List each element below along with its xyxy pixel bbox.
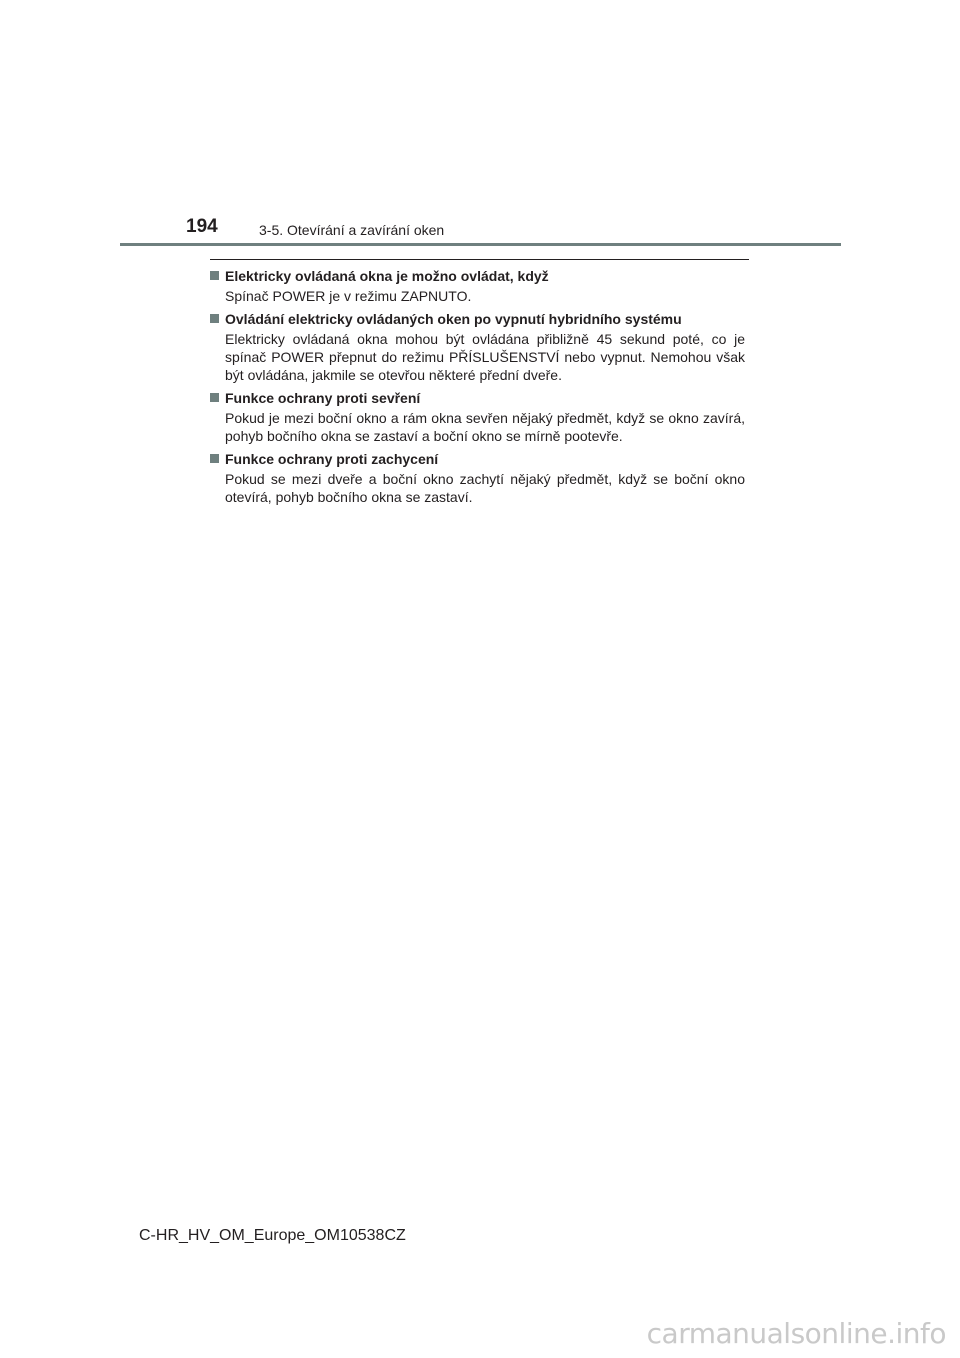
square-bullet-icon — [210, 454, 219, 463]
item-heading — [210, 388, 745, 408]
header-divider — [120, 243, 841, 246]
square-bullet-icon — [210, 393, 219, 402]
item-body: Spínač POWER je v režimu ZAPNUTO. — [225, 288, 472, 304]
info-item — [210, 266, 745, 305]
info-item — [210, 449, 745, 506]
item-heading-text: Funkce ochrany proti zachycení — [225, 451, 439, 467]
item-heading — [210, 449, 745, 469]
watermark: carmanualsonline.info — [646, 1317, 946, 1350]
item-heading-text: Ovládání elektricky ovládaných oken po vypnutí hybridního systému — [225, 311, 682, 327]
item-heading-text: Funkce ochrany proti sevření — [225, 390, 421, 406]
item-heading — [210, 266, 745, 286]
info-item — [210, 388, 745, 445]
item-heading — [210, 309, 745, 329]
item-heading-text: Elektricky ovládaná okna je možno ovládat, když — [225, 268, 549, 284]
item-body: Elektricky ovládaná okna mohou být ovládána přibližně 45 sekund poté, co je spínač POWER přepnut do režimu PŘÍSLUŠENSTVÍ nebo vypnut. Nemohou však být ovládána, jakmile se otevřou některé přední dveře. — [225, 331, 745, 383]
content-area — [210, 266, 745, 510]
document-code: C-HR_HV_OM_Europe_OM10538CZ — [139, 1227, 406, 1244]
page-number: 194 — [186, 216, 218, 237]
section-title: 3-5. Otevírání a zavírání oken — [259, 222, 445, 238]
info-item — [210, 309, 745, 384]
content-divider — [210, 259, 749, 260]
square-bullet-icon — [210, 314, 219, 323]
item-body: Pokud se mezi dveře a boční okno zachytí nějaký předmět, když se boční okno otevírá, pohyb bočního okna se zastaví. — [225, 471, 745, 505]
square-bullet-icon — [210, 271, 219, 280]
item-body: Pokud je mezi boční okno a rám okna sevřen nějaký předmět, když se okno zavírá, pohyb bočního okna se zastaví a boční okno se mírně pootevře. — [225, 410, 745, 444]
